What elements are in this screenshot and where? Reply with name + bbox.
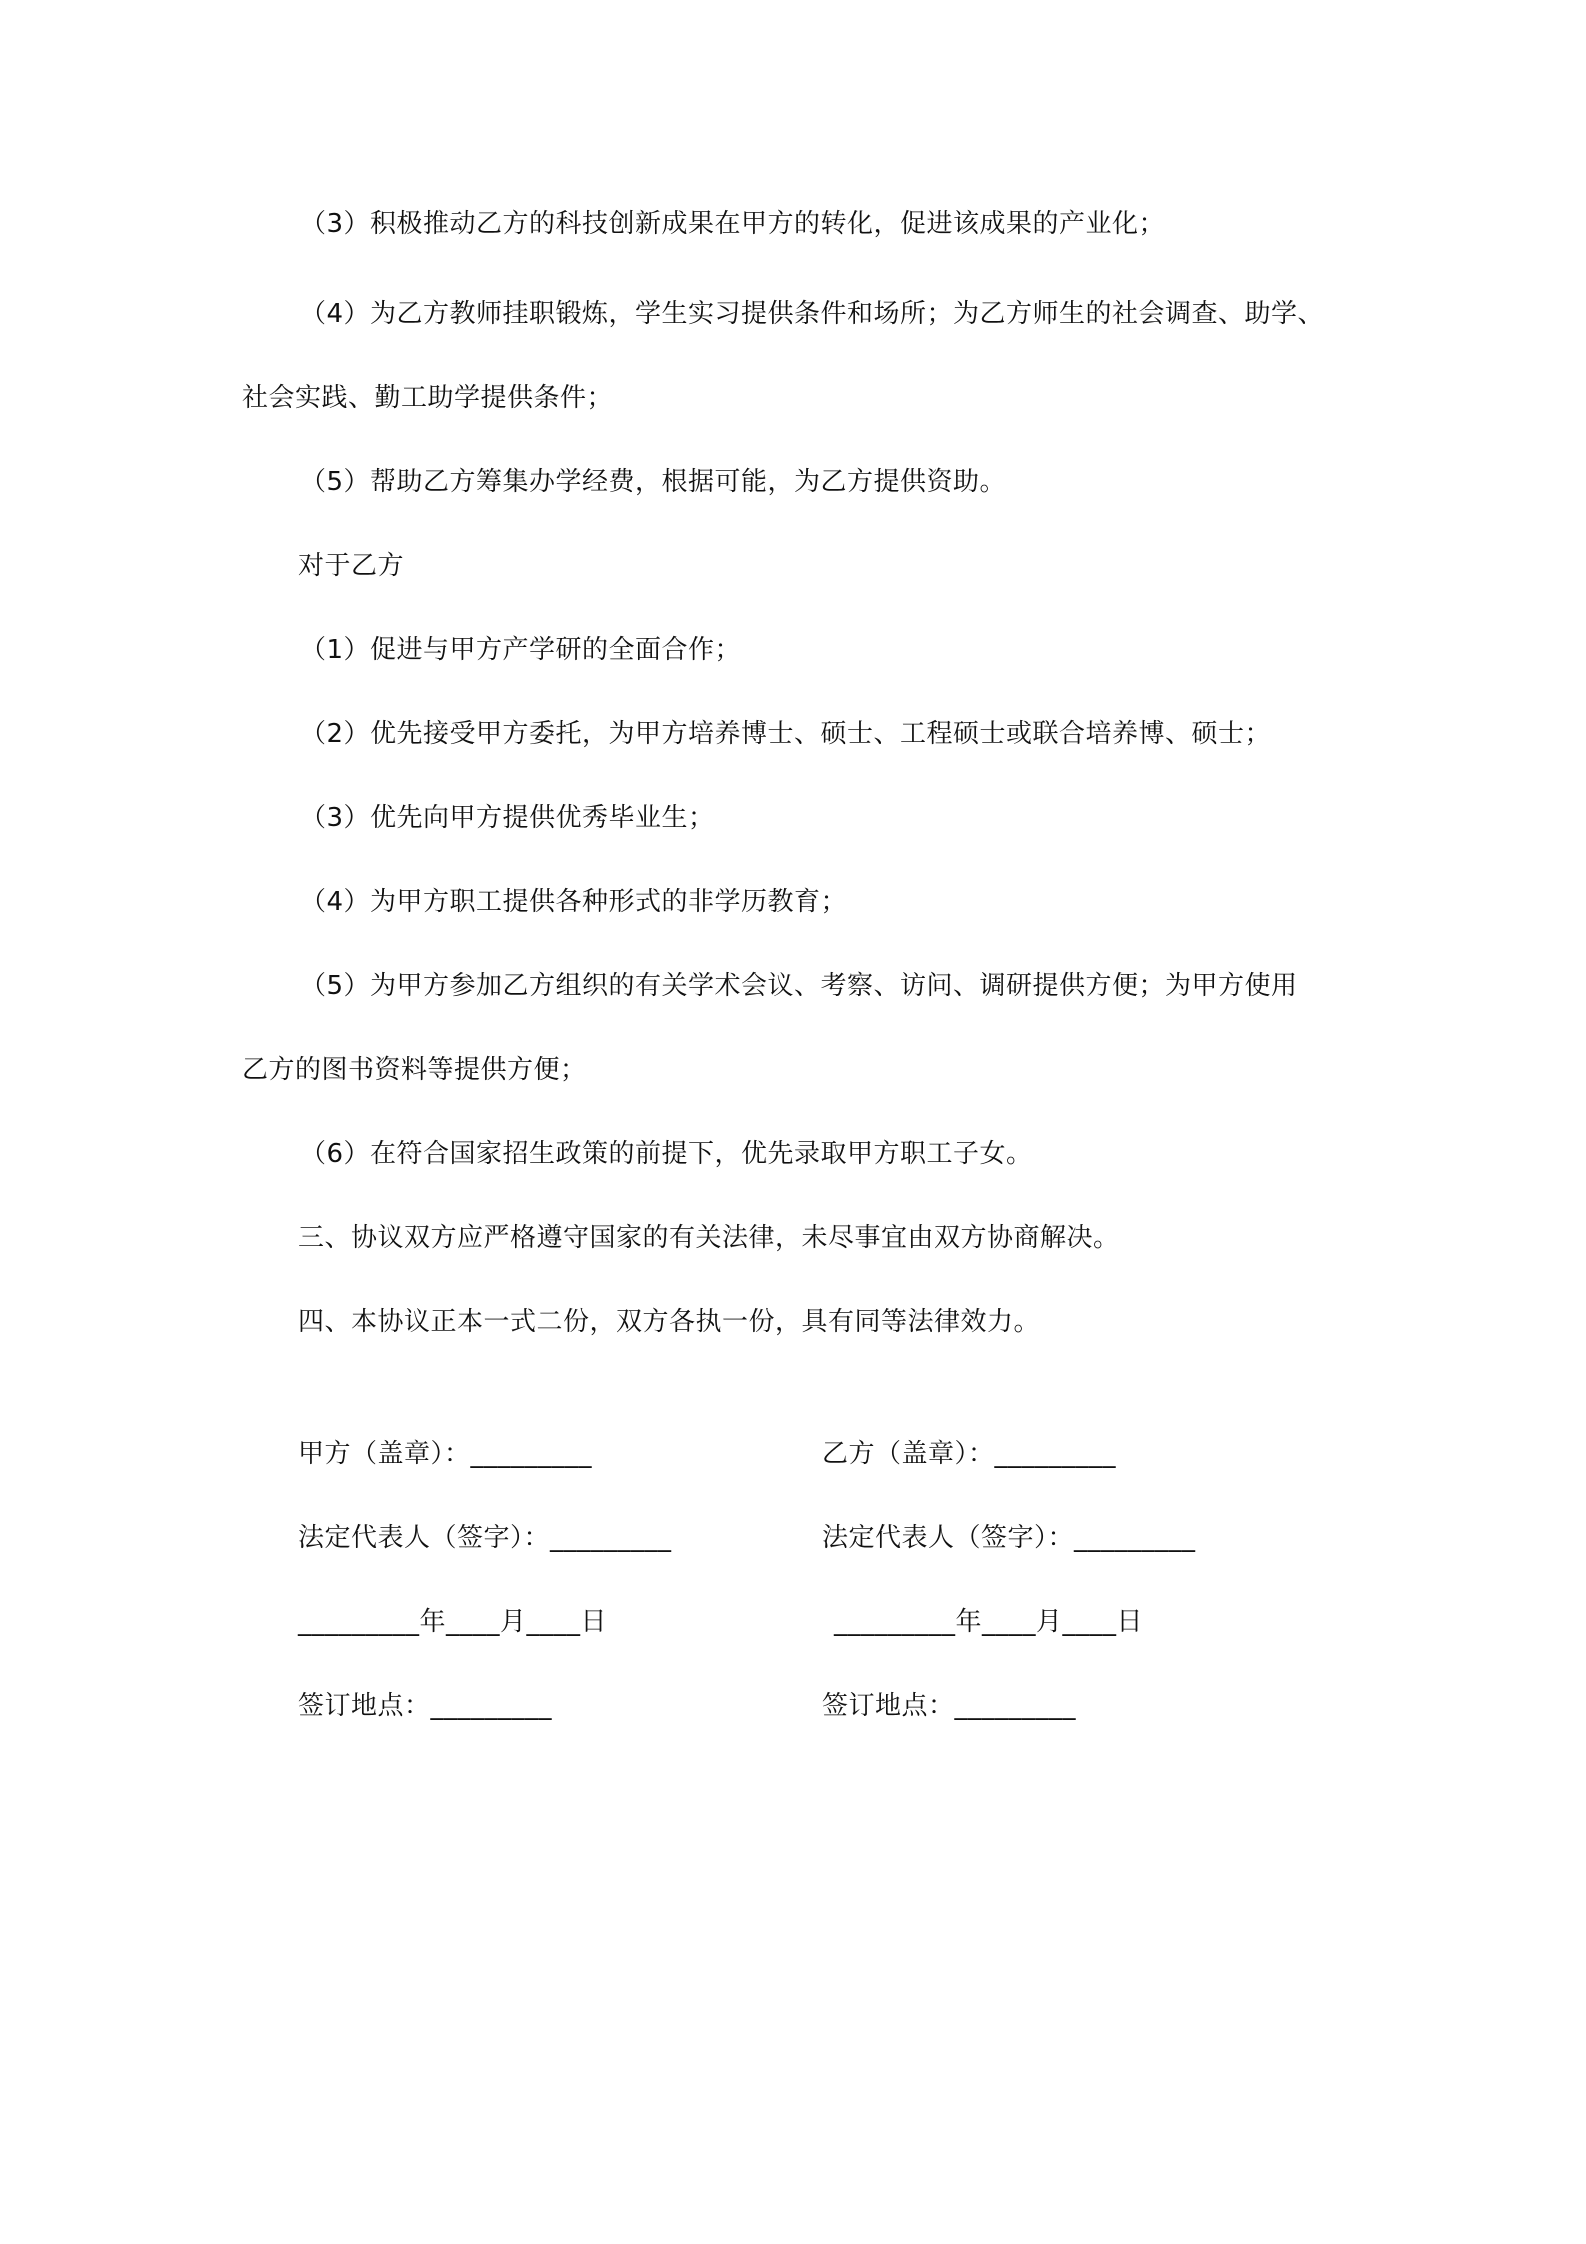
party-a-item-5: （5）帮助乙方筹集办学经费，根据可能，为乙方提供资助。 (300, 467, 1007, 497)
party-b-item-4: （4）为甲方职工提供各种形式的非学历教育； (300, 887, 848, 917)
party-a-date: _________年____月____日 (298, 1607, 608, 1637)
party-a-item-4: （4）为乙方教师挂职锻炼，学生实习提供条件和场所；为乙方师生的社会调查、助学、 (300, 299, 1325, 329)
party-a-place: 签订地点：_________ (298, 1691, 553, 1721)
party-b-item-2: （2）优先接受甲方委托，为甲方培养博士、硕士、工程硕士或联合培养博、硕士； (300, 719, 1272, 749)
party-b-date: _________年____月____日 (834, 1607, 1144, 1637)
party-b-seal: 乙方（盖章）：_________ (822, 1439, 1117, 1469)
party-a-seal: 甲方（盖章）：_________ (298, 1439, 593, 1469)
party-b-item-5-continued: 乙方的图书资料等提供方便； (242, 1055, 587, 1085)
party-b-item-5: （5）为甲方参加乙方组织的有关学术会议、考察、访问、调研提供方便；为甲方使用 (300, 971, 1298, 1001)
party-b-item-6: （6）在符合国家招生政策的前提下，优先录取甲方职工子女。 (300, 1139, 1033, 1169)
party-a-item-4-continued: 社会实践、勤工助学提供条件； (242, 383, 614, 413)
party-b-representative: 法定代表人（签字）：_________ (822, 1523, 1196, 1553)
clause-four: 四、本协议正本一式二份，双方各执一份，具有同等法律效力。 (298, 1307, 1041, 1337)
party-b-place: 签订地点：_________ (822, 1691, 1077, 1721)
clause-three: 三、协议双方应严格遵守国家的有关法律，未尽事宜由双方协商解决。 (298, 1223, 1120, 1253)
party-a-item-3: （3）积极推动乙方的科技创新成果在甲方的转化，促进该成果的产业化； (300, 209, 1166, 239)
party-b-heading: 对于乙方 (298, 551, 405, 581)
party-a-representative: 法定代表人（签字）：_________ (298, 1523, 672, 1553)
party-b-item-1: （1）促进与甲方产学研的全面合作； (300, 635, 742, 665)
party-b-item-3: （3）优先向甲方提供优秀毕业生； (300, 803, 715, 833)
